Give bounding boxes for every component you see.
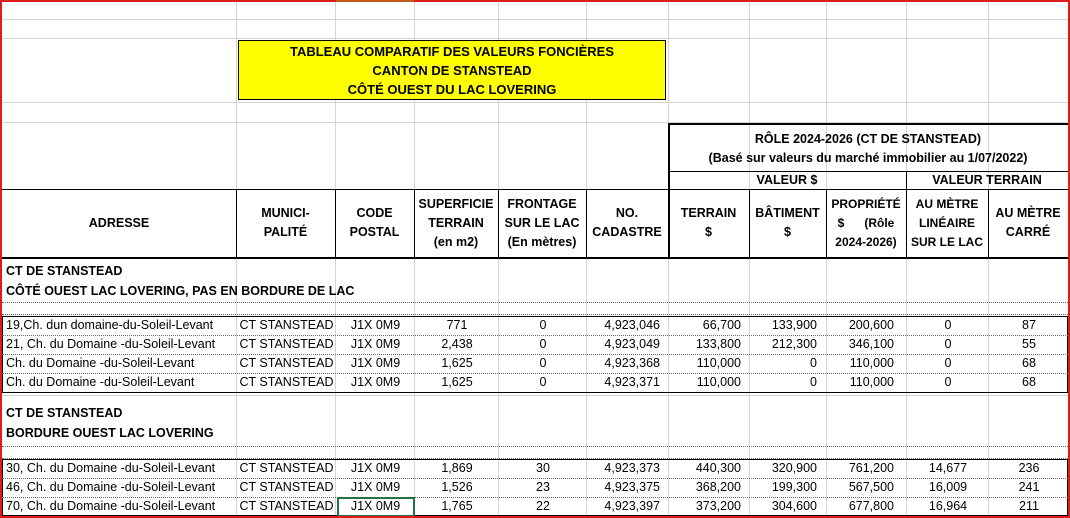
col-header-text: AU MÈTRE [995, 206, 1061, 220]
cell-metre-lineaire[interactable]: 14,677 [928, 461, 968, 475]
grid-line [749, 2, 750, 516]
cell-superficie[interactable]: 1,765 [441, 499, 473, 513]
cell-propriete[interactable]: 110,000 [849, 356, 894, 370]
col-header-text: MUNICI- [261, 206, 310, 220]
cell-metre-carre[interactable]: 241 [1018, 480, 1040, 494]
valeur-group-header: VALEUR $ [756, 172, 818, 187]
col-header-text: PROPRIÉTÉ [831, 196, 901, 211]
cell-batiment[interactable]: 0 [810, 356, 817, 370]
cell-metre-lineaire[interactable]: 0 [944, 356, 952, 370]
cell-municipalite[interactable]: CT STANSTEAD [239, 480, 334, 494]
grid-line [906, 2, 907, 516]
cell-cadastre[interactable]: 4,923,371 [604, 375, 660, 389]
border [586, 189, 587, 257]
cell-metre-lineaire[interactable]: 0 [944, 318, 952, 332]
divider [2, 478, 1068, 479]
col-header-text: CADASTRE [592, 225, 662, 239]
table-row[interactable] [2, 497, 1068, 516]
cell-metre-carre[interactable]: 236 [1018, 461, 1040, 475]
divider [2, 497, 1068, 498]
border [906, 171, 907, 257]
col-header-metre-lineaire [906, 189, 988, 257]
cell-metre-carre[interactable]: 68 [1022, 375, 1036, 389]
border [2, 189, 1068, 190]
cell-municipalite[interactable]: CT STANSTEAD [239, 337, 334, 351]
spreadsheet-grid[interactable] [2, 2, 1068, 516]
cell-terrain[interactable]: 110,000 [696, 375, 741, 389]
cell-frontage[interactable]: 0 [539, 318, 547, 332]
cell-code-postal[interactable]: J1X 0M9 [350, 480, 401, 494]
cell-municipalite[interactable]: CT STANSTEAD [239, 375, 334, 389]
col-header-text: BÂTIMENT [755, 206, 820, 220]
col-header-text: (en m2) [433, 234, 479, 249]
title-line-1: TABLEAU COMPARATIF DES VALEURS FONCIÈRES [289, 43, 615, 59]
role-line-2: (Basé sur valeurs du marché immobilier au 1/07/2022) [708, 151, 1028, 165]
col-header-municipalite [236, 189, 335, 257]
cell-batiment[interactable]: 304,600 [771, 499, 817, 513]
cell-adresse[interactable]: 70, Ch. du Domaine -du-Soleil-Levant [6, 499, 216, 513]
cell-propriete[interactable]: 761,200 [848, 461, 894, 475]
col-header-metre-carre [988, 189, 1068, 257]
grid-line [826, 2, 827, 516]
selected-cell[interactable] [337, 497, 415, 516]
border [668, 123, 670, 257]
cell-metre-carre[interactable]: 68 [1022, 356, 1036, 370]
col-header-code-postal [335, 189, 414, 257]
col-header-text: (En mètres) [507, 234, 577, 249]
col-header-text: POSTAL [349, 225, 400, 239]
divider [2, 302, 1068, 303]
cell-code-postal[interactable]: J1X 0M9 [350, 461, 401, 475]
col-header-batiment [749, 189, 826, 257]
col-header-text: $ [784, 225, 791, 239]
cell-propriete[interactable]: 677,800 [848, 499, 894, 513]
cell-batiment[interactable]: 0 [810, 375, 817, 389]
grid-line [236, 2, 237, 516]
cell-code-postal[interactable]: J1X 0M9 [350, 337, 401, 351]
title-line-2: CANTON DE STANSTEAD [372, 62, 532, 78]
cell-terrain[interactable]: 66,700 [702, 318, 741, 332]
cell-adresse[interactable]: Ch. du Domaine -du-Soleil-Levant [6, 356, 195, 370]
table-row[interactable] [2, 459, 1068, 478]
col-header-text: CODE [356, 206, 393, 220]
cell-superficie[interactable]: 1,625 [441, 375, 473, 389]
cell-superficie[interactable]: 1,526 [441, 480, 473, 494]
cell-municipalite[interactable]: CT STANSTEAD [239, 356, 334, 370]
cell-adresse[interactable]: 21, Ch. du Domaine -du-Soleil-Levant [6, 337, 216, 351]
cell-terrain[interactable]: 110,000 [696, 356, 741, 370]
cell-batiment[interactable]: 212,300 [771, 337, 817, 351]
col-header-text: FRONTAGE [507, 196, 577, 211]
cell-code-postal[interactable]: J1X 0M9 [350, 375, 401, 389]
border [498, 189, 499, 257]
border [414, 189, 415, 257]
col-header-text: SUPERFICIE [418, 196, 494, 211]
cell-propriete[interactable]: 200,600 [848, 318, 894, 332]
cell-terrain[interactable]: 440,300 [695, 461, 741, 475]
cell-frontage[interactable]: 30 [536, 461, 550, 475]
role-line-1: RÔLE 2024-2026 (CT DE STANSTEAD) [754, 132, 982, 146]
col-header-text: CARRÉ [1005, 225, 1051, 239]
cell-propriete[interactable]: 110,000 [849, 375, 894, 389]
cell-cadastre[interactable]: 4,923,397 [604, 499, 660, 513]
cell-cadastre[interactable]: 4,923,375 [604, 480, 660, 494]
cell-adresse[interactable]: Ch. du Domaine -du-Soleil-Levant [6, 375, 195, 389]
cell-batiment[interactable]: 320,900 [771, 461, 817, 475]
border [2, 257, 1068, 259]
col-header-frontage [498, 189, 586, 257]
divider [2, 446, 1068, 447]
title-line-3: CÔTÉ OUEST DU LAC LOVERING [347, 81, 557, 97]
cell-metre-lineaire[interactable]: 0 [944, 375, 952, 389]
border [749, 189, 750, 257]
col-header-text: 2024-2026) [835, 234, 897, 249]
cell-code-postal[interactable]: J1X 0M9 [350, 499, 401, 513]
cell-adresse[interactable]: 46, Ch. du Domaine -du-Soleil-Levant [6, 480, 216, 494]
col-header-text: LINÉAIRE [918, 215, 975, 230]
cell-superficie[interactable]: 1,625 [441, 356, 473, 370]
col-header-text: PALITÉ [263, 225, 308, 239]
cell-cadastre[interactable]: 4,923,373 [604, 461, 660, 475]
col-header-text: SUR LE LAC [911, 234, 983, 249]
cell-cadastre[interactable]: 4,923,049 [604, 337, 660, 351]
col-header-cadastre [586, 189, 668, 257]
column-highlight-marker [336, 0, 414, 2]
col-header-superficie [414, 189, 498, 257]
cell-metre-carre[interactable]: 87 [1022, 318, 1036, 332]
col-header-propriete [826, 189, 906, 257]
cell-municipalite[interactable]: CT STANSTEAD [239, 461, 334, 475]
col-header-text: AU MÈTRE [915, 196, 979, 211]
cell-metre-lineaire[interactable]: 16,964 [928, 499, 968, 513]
col-header-text: TERRAIN [428, 215, 484, 230]
section-subtitle: BORDURE OUEST LAC LOVERING [6, 426, 214, 440]
valeur-terrain-group-header: VALEUR TERRAIN [932, 172, 1042, 187]
cell-metre-carre[interactable]: 211 [1019, 499, 1039, 513]
cell-batiment[interactable]: 133,900 [771, 318, 817, 332]
cell-terrain[interactable]: 133,800 [695, 337, 741, 351]
cell-frontage[interactable]: 23 [536, 480, 550, 494]
cell-terrain[interactable]: 368,200 [695, 480, 741, 494]
divider [2, 335, 1068, 336]
border [668, 123, 1068, 125]
cell-metre-carre[interactable]: 55 [1022, 337, 1036, 351]
section-subtitle: CÔTÉ OUEST LAC LOVERING, PAS EN BORDURE DE LAC [6, 284, 355, 298]
divider [2, 373, 1068, 374]
border [988, 189, 989, 257]
grid-line [668, 2, 669, 516]
cell-superficie[interactable]: 771 [446, 318, 468, 332]
cell-code-postal[interactable]: J1X 0M9 [350, 318, 401, 332]
title-box [238, 40, 666, 100]
col-header-text: NO. [615, 206, 639, 220]
cell-frontage[interactable]: 0 [539, 375, 547, 389]
col-header-terrain [668, 189, 749, 257]
cell-terrain[interactable]: 373,200 [695, 499, 741, 513]
grid-line [2, 19, 1068, 20]
grid-line [2, 102, 1068, 103]
cell-cadastre[interactable]: 4,923,368 [604, 356, 660, 370]
cell-code-postal[interactable]: J1X 0M9 [350, 356, 401, 370]
table-row[interactable] [2, 373, 1068, 392]
cell-municipalite[interactable]: CT STANSTEAD [239, 318, 334, 332]
grid-line [2, 38, 1068, 39]
cell-cadastre[interactable]: 4,923,046 [604, 318, 660, 332]
col-header-text: $ [705, 225, 712, 239]
grid-line [988, 2, 989, 516]
cell-propriete[interactable]: 346,100 [848, 337, 894, 351]
cell-superficie[interactable]: 2,438 [441, 337, 473, 351]
cell-frontage[interactable]: 22 [536, 499, 550, 513]
cell-municipalite[interactable]: CT STANSTEAD [239, 499, 334, 513]
col-header-text: SUR LE LAC [504, 215, 580, 230]
cell-batiment[interactable]: 199,300 [771, 480, 817, 494]
col-header-text: TERRAIN [680, 206, 737, 220]
cell-metre-lineaire[interactable]: 0 [944, 337, 952, 351]
border [668, 171, 1068, 172]
divider [2, 314, 1068, 315]
table-row[interactable] [2, 354, 1068, 373]
col-header-text: $ (Rôle [837, 215, 895, 230]
cell-frontage[interactable]: 0 [539, 356, 547, 370]
section-title: CT DE STANSTEAD [6, 406, 123, 420]
cell-superficie[interactable]: 1,869 [441, 461, 473, 475]
border [826, 189, 827, 257]
table-row[interactable] [2, 316, 1068, 335]
border [335, 189, 336, 257]
cell-frontage[interactable]: 0 [539, 337, 547, 351]
section-title: CT DE STANSTEAD [6, 264, 123, 278]
cell-adresse[interactable]: 30, Ch. du Domaine -du-Soleil-Levant [6, 461, 216, 475]
table-row[interactable] [2, 335, 1068, 354]
divider [2, 354, 1068, 355]
table-row[interactable] [2, 478, 1068, 497]
col-header-adresse: ADRESSE [88, 215, 150, 230]
cell-propriete[interactable]: 567,500 [848, 480, 894, 494]
cell-adresse[interactable]: 19,Ch. dun domaine-du-Soleil-Levant [6, 318, 214, 332]
grid-line [2, 395, 1068, 396]
role-header [668, 127, 1068, 171]
border [236, 189, 237, 257]
cell-metre-lineaire[interactable]: 16,009 [928, 480, 968, 494]
